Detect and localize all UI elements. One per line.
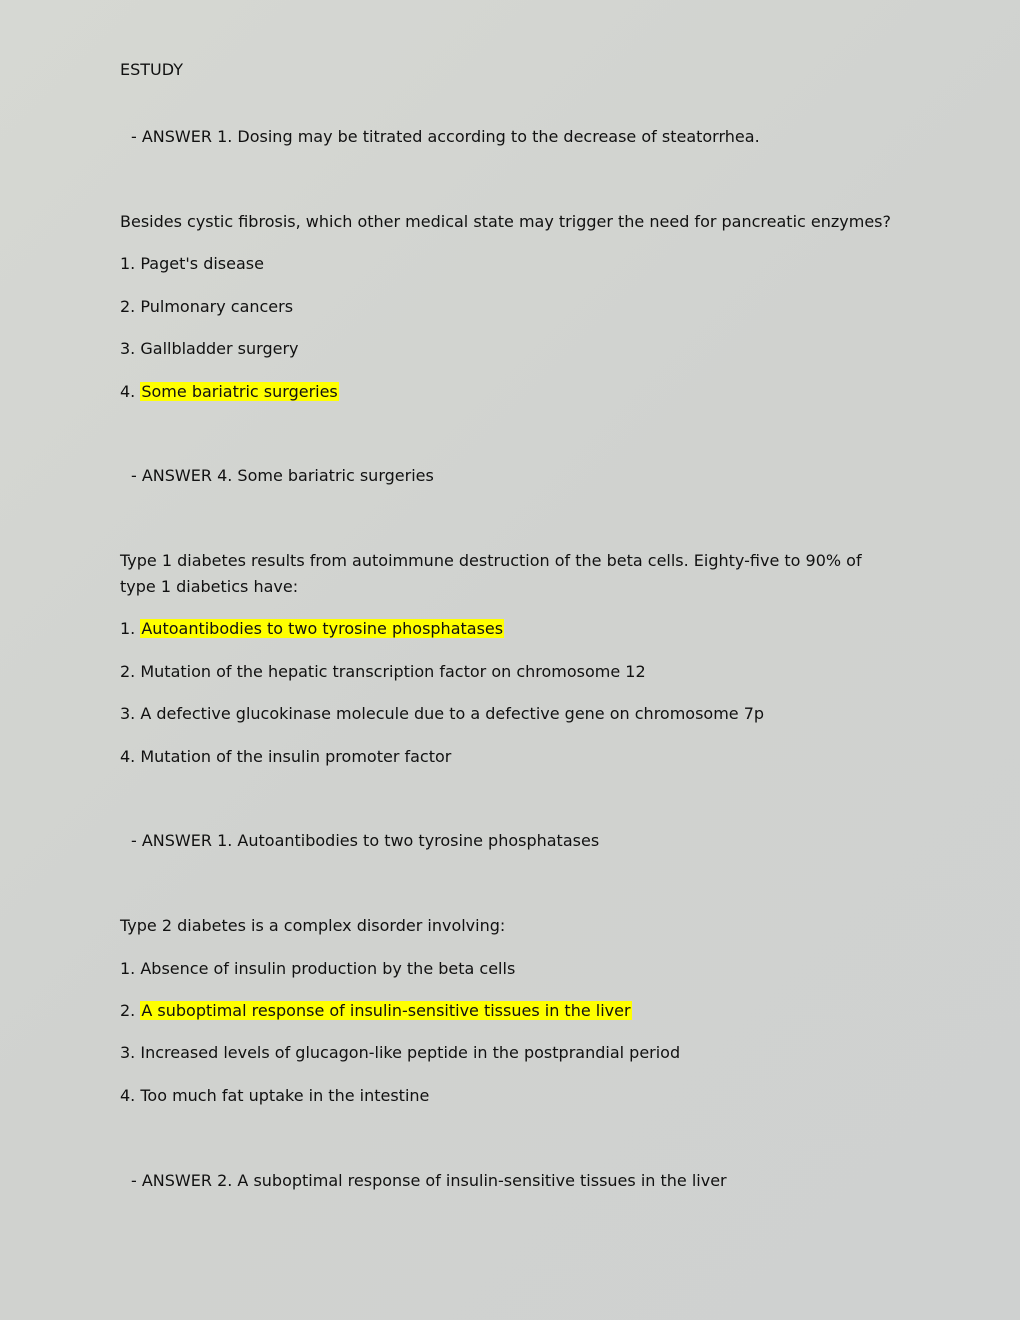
option-text: A defective glucokinase molecule due to a defective gene on chromosome 7p [140, 704, 765, 723]
question-2-option-1 [120, 616, 504, 642]
question-3-answer: - ANSWER 2. A suboptimal response of insulin-sensitive tissues in the liver [131, 1171, 727, 1190]
option-text: Pulmonary cancers [140, 297, 294, 316]
question-1-text: Besides cystic fibrosis, which other medical state may trigger the need for pancreatic enzymes? [120, 212, 891, 231]
question-1-option-2 [120, 294, 293, 320]
option-number: 1. [120, 619, 136, 638]
option-number: 2. [120, 297, 136, 316]
option-text: Absence of insulin production by the beta cells [140, 959, 516, 978]
highlighted-option-text: Some bariatric surgeries [141, 382, 338, 401]
option-number: 3. [120, 339, 136, 358]
option-number: 1. [120, 254, 136, 273]
question-3-text: Type 2 diabetes is a complex disorder involving: [120, 916, 506, 935]
question-2-option-2 [120, 659, 646, 685]
question-2-answer: - ANSWER 1. Autoantibodies to two tyrosine phosphatases [131, 831, 600, 850]
option-text: Mutation of the hepatic transcription factor on chromosome 12 [140, 662, 646, 681]
option-text: Mutation of the insulin promoter factor [140, 747, 452, 766]
option-number: 4. [120, 382, 136, 401]
intro-answer: - ANSWER 1. Dosing may be titrated according to the decrease of steatorrhea. [131, 127, 760, 146]
question-3-option-4 [120, 1083, 429, 1109]
question-3-option-1 [120, 956, 515, 982]
option-number: 4. [120, 1086, 136, 1105]
document-header: ESTUDY [120, 60, 183, 79]
option-text: Too much fat uptake in the intestine [140, 1086, 430, 1105]
option-number: 1. [120, 959, 136, 978]
option-number: 3. [120, 704, 136, 723]
option-text: Increased levels of glucagon-like peptide in the postprandial period [140, 1043, 681, 1062]
highlighted-option-text: A suboptimal response of insulin-sensitive tissues in the liver [141, 1001, 631, 1020]
question-2-option-4 [120, 744, 451, 770]
question-2-text: Type 1 diabetes results from autoimmune destruction of the beta cells. Eighty-five to 90% of type 1 diabetics have: [120, 551, 862, 596]
question-1-option-4 [120, 379, 339, 405]
question-1-option-3 [120, 336, 299, 362]
option-number: 2. [120, 662, 136, 681]
option-number: 2. [120, 1001, 136, 1020]
question-3-option-2 [120, 998, 632, 1024]
option-text: Gallbladder surgery [140, 339, 299, 358]
question-2-option-3 [120, 701, 764, 727]
question-1-answer: - ANSWER 4. Some bariatric surgeries [131, 466, 434, 485]
option-number: 4. [120, 747, 136, 766]
question-1-option-1 [120, 251, 264, 277]
highlighted-option-text: Autoantibodies to two tyrosine phosphatases [141, 619, 504, 638]
option-text: Paget's disease [140, 254, 264, 273]
question-3-option-3 [120, 1040, 680, 1066]
option-number: 3. [120, 1043, 136, 1062]
